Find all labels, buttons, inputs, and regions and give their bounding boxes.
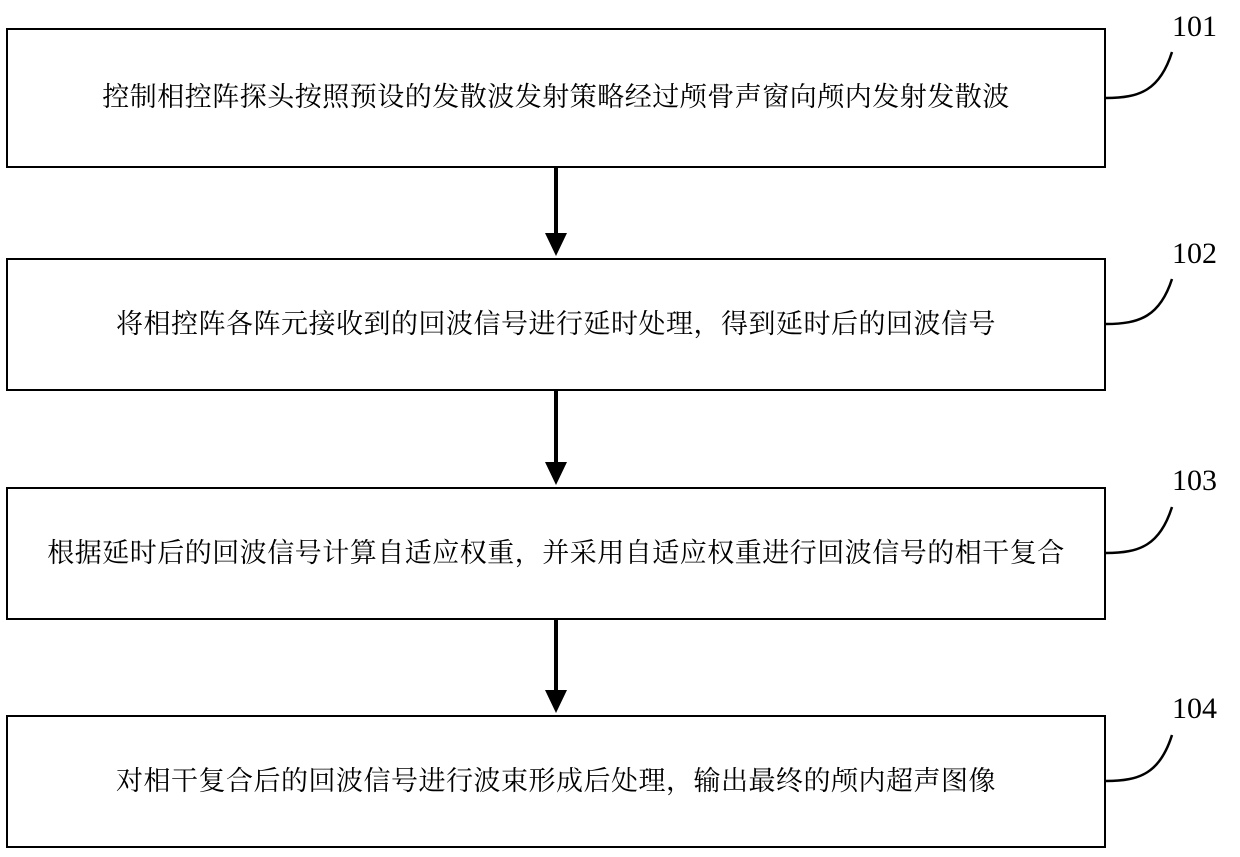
flow-step-103-reference-numeral: 103 [1172,464,1217,497]
connector-102-103 [545,391,567,485]
leader-line-103 [1106,507,1172,553]
leader-line-101 [1106,52,1172,98]
leader-line-102 [1106,279,1172,324]
flow-step-101 [6,28,1106,168]
leader-line-104 [1106,735,1172,781]
connector-101-102 [545,168,567,256]
flow-step-103-text: 根据延时后的回波信号计算自适应权重，并采用自适应权重进行回波信号的相干复合 [47,537,1065,568]
flow-step-104 [6,715,1106,848]
flow-step-102-text: 将相控阵各阵元接收到的回波信号进行延时处理，得到延时后的回波信号 [116,308,996,339]
flow-step-101-reference-numeral: 101 [1172,10,1217,43]
flow-step-102 [6,258,1106,391]
flow-step-104-text: 对相干复合后的回波信号进行波束形成后处理，输出最终的颅内超声图像 [116,765,996,796]
flow-step-103 [6,487,1106,620]
flow-step-104-reference-numeral: 104 [1172,692,1217,725]
connector-103-104 [545,620,567,713]
flow-step-101-text: 控制相控阵探头按照预设的发散波发射策略经过颅骨声窗向颅内发射发散波 [102,82,1010,113]
flow-step-102-reference-numeral: 102 [1172,237,1217,270]
